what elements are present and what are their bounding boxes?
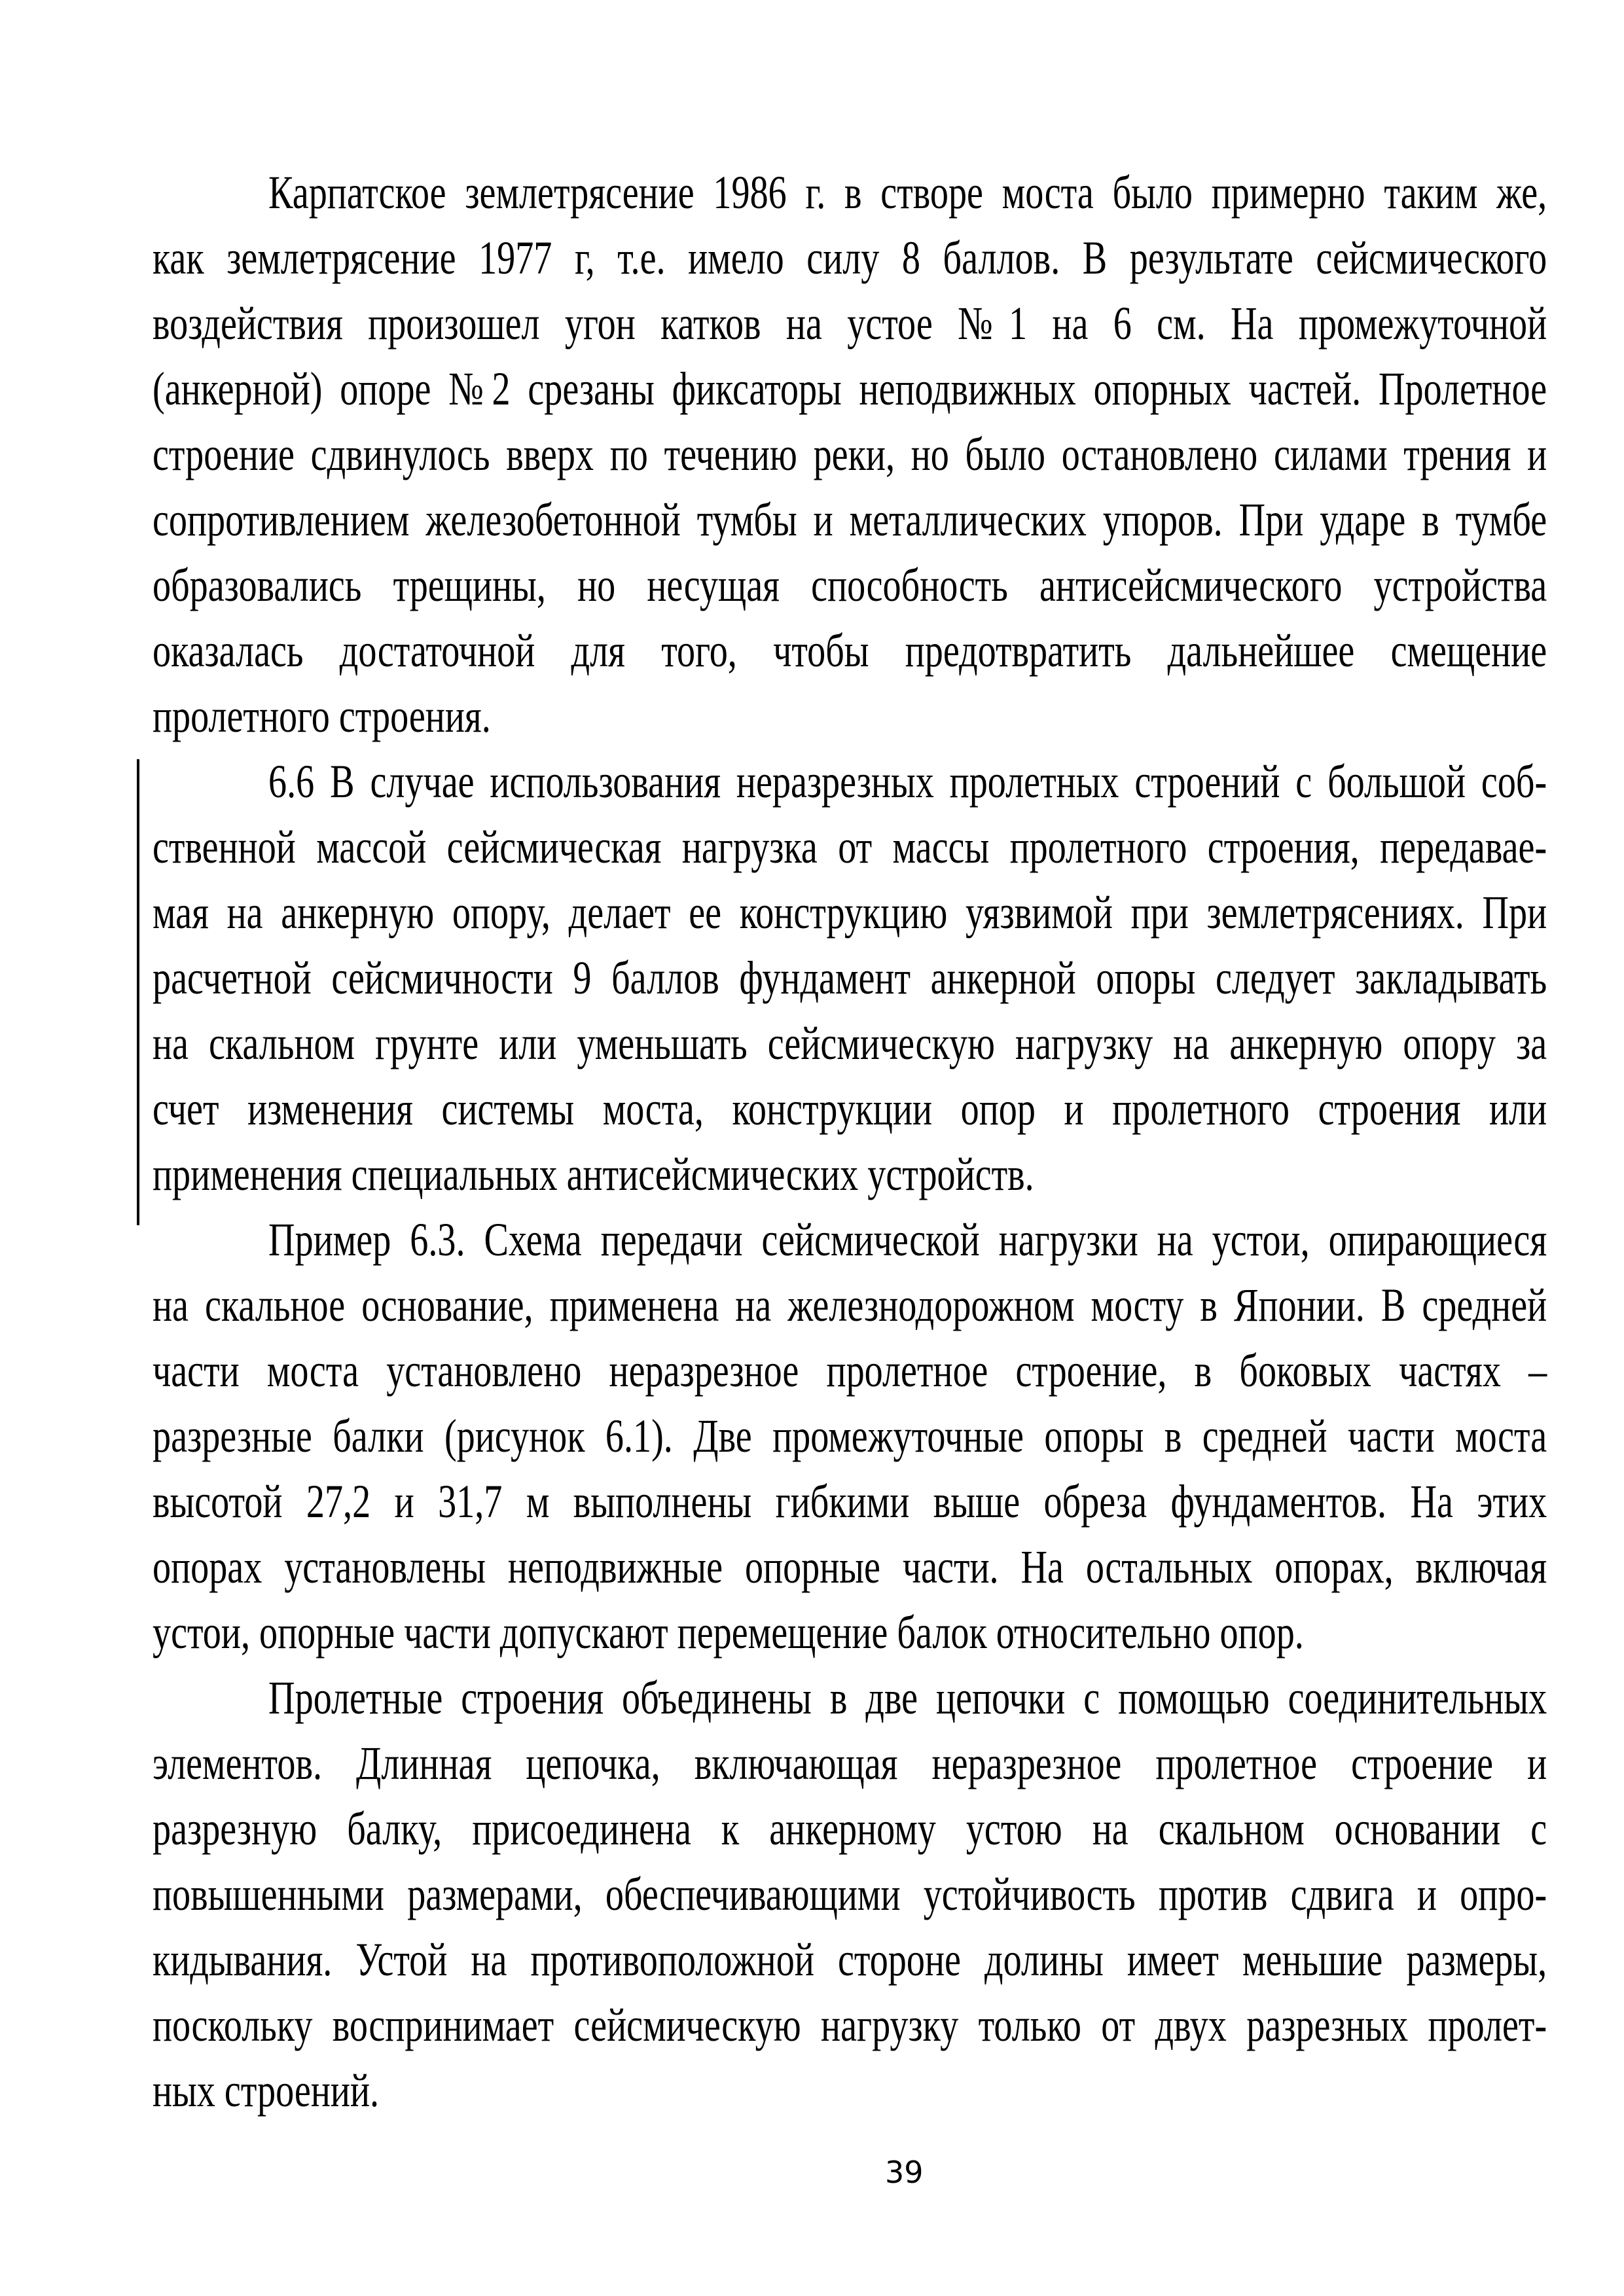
text-line: мая на анкерную опору, делает ее конструкцию уязвимой при землетрясениях. При: [153, 886, 1547, 939]
text-line: расчетной сейсмичности 9 баллов фундамент анкерной опоры следует закладывать: [153, 952, 1547, 1004]
text-line: как землетрясение 1977 г, т.е. имело силу 8 баллов. В результате сейсмического: [153, 232, 1547, 284]
text-column: [153, 160, 1547, 2123]
text-line: пролетного строения.: [153, 690, 491, 742]
text-line: кидывания. Устой на противоположной стороне долины имеет меньшие размеры,: [153, 1933, 1547, 1986]
text-line: повышенными размерами, обеспечивающими устойчивость против сдвига и опро-: [153, 1868, 1547, 1920]
change-bar: [137, 759, 139, 1225]
text-line: элементов. Длинная цепочка, включающая неразрезное пролетное строение и: [153, 1737, 1547, 1789]
text-block: [153, 160, 1547, 2123]
text-line: оказалась достаточной для того, чтобы предотвратить дальнейшее смещение: [153, 624, 1547, 677]
text-line: высотой 27,2 и 31,7 м выполнены гибкими выше обреза фундаментов. На этих: [153, 1475, 1547, 1528]
text-line: образовались трещины, но несущая способность антисейсмического устройства: [153, 559, 1547, 611]
text-line: устои, опорные части допускают перемещение балок относительно опор.: [153, 1606, 1304, 1659]
paragraph-example-6-3: [153, 1207, 1547, 1665]
paragraph-span-chains: [153, 1665, 1547, 2123]
text-line: применения специальных антисейсмических устройств.: [153, 1148, 1034, 1200]
paragraph-section-6-6: [153, 749, 1547, 1207]
text-line: опорах установлены неподвижные опорные части. На остальных опорах, включая: [153, 1541, 1547, 1593]
text-line: воздействия произошел угон катков на устое №1 на 6 см. На промежуточной: [153, 297, 1547, 350]
text-line: поскольку воспринимает сейсмическую нагрузку только от двух разрезных пролет-: [153, 1999, 1547, 2051]
text-line: на скальном грунте или уменьшать сейсмическую нагрузку на анкерную опору за: [153, 1017, 1547, 1069]
text-line: части моста установлено неразрезное пролетное строение, в боковых частях –: [153, 1344, 1547, 1397]
text-line: разрезные балки (рисунок 6.1). Две промежуточные опоры в средней части моста: [153, 1410, 1547, 1462]
page-number: 39: [885, 2155, 924, 2190]
text-line: Карпатское землетрясение 1986 г. в створе моста было примерно таким же,: [268, 166, 1547, 219]
text-line: на скальное основание, применена на железнодорожном мосту в Японии. В средней: [153, 1279, 1547, 1331]
text-line: ных строений.: [153, 2064, 380, 2117]
text-line: разрезную балку, присоединена к анкерному устою на скальном основании с: [153, 1803, 1547, 1855]
text-line: строение сдвинулось вверх по течению реки, но было остановлено силами трения и: [153, 428, 1547, 480]
text-line: Пример 6.3. Схема передачи сейсмической нагрузки на устои, опирающиеся: [268, 1213, 1547, 1266]
text-line: счет изменения системы моста, конструкции опор и пролетного строения или: [153, 1083, 1547, 1135]
text-line: ственной массой сейсмическая нагрузка от массы пролетного строения, передавае-: [153, 821, 1547, 873]
text-line: сопротивлением железобетонной тумбы и металлических упоров. При ударе в тумбе: [153, 493, 1547, 546]
text-line: Пролетные строения объединены в две цепочки с помощью соединительных: [268, 1672, 1547, 1724]
paragraph-carpathian-earthquake: [153, 160, 1547, 749]
text-line: 6.6 В случае использования неразрезных пролетных строений с большой соб-: [268, 755, 1547, 808]
text-line: (анкерной) опоре №2 срезаны фиксаторы неподвижных опорных частей. Пролетное: [153, 363, 1547, 415]
